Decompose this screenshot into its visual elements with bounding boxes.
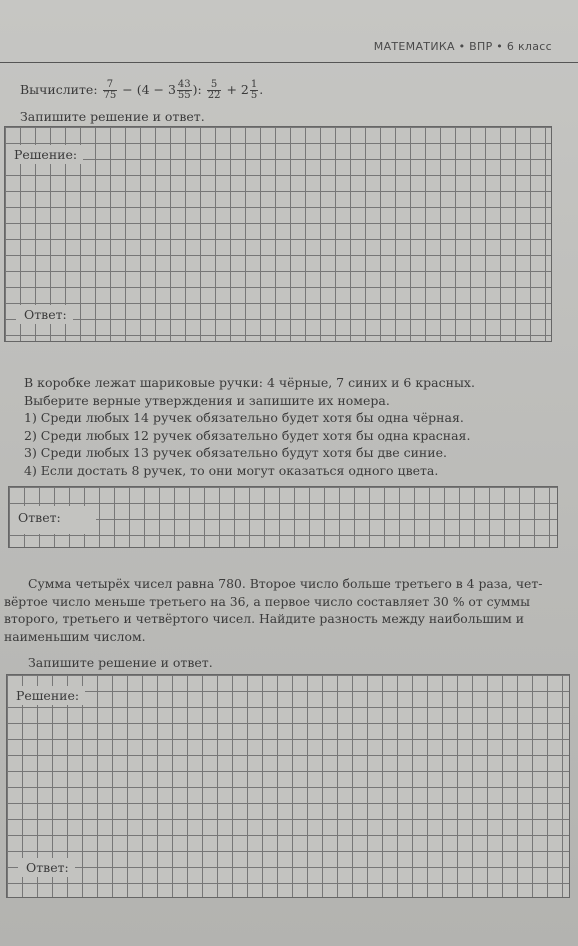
task1-instruction: Запишите решение и ответ. (20, 109, 205, 124)
task2-line: 4) Если достать 8 ручек, то они могут оказаться одного цвета. (24, 462, 439, 478)
fraction-numerator: 7 (103, 80, 118, 91)
fraction-denominator: 75 (103, 90, 117, 101)
task2-line: 1) Среди любых 14 ручек обязательно будет хотя бы одна чёрная. (24, 410, 464, 425)
task3-line: наименьшим числом. (4, 628, 146, 644)
fraction-numerator: 1 (250, 79, 258, 90)
paren-open: (4 − 3 (136, 82, 176, 97)
task2-line: Выберите верные утверждения и запишите их номера. (24, 392, 390, 408)
header-rule (0, 62, 578, 63)
task3-text (4, 575, 542, 645)
fraction-numerator: 43 (177, 79, 191, 90)
fraction-numerator: 5 (207, 80, 222, 91)
task3-solution-label: Решение: (8, 686, 85, 705)
plus-sign: + 2 (226, 82, 249, 97)
task2-text (24, 374, 475, 479)
task3-line: второго, третьего и четвёртого чисел. Найдите разность между наибольшим и (4, 611, 524, 626)
task2-line: 2) Среди любых 12 ручек обязательно будет хотя бы одна красная. (24, 427, 471, 443)
paren-close: ): (192, 82, 202, 97)
fraction-5-22 (207, 80, 222, 101)
fraction-denominator: 5 (250, 90, 258, 101)
fraction-1-5 (250, 80, 258, 101)
task2-answer-label: Ответ: (10, 506, 96, 534)
task1-solution-grid[interactable] (4, 126, 552, 342)
task3-answer-label: Ответ: (18, 858, 75, 877)
task3-line: вёртое число меньше третьего на 36, а первое число составляет 30 % от суммы (4, 593, 531, 609)
period: . (259, 82, 264, 97)
fraction-7-75 (103, 80, 118, 101)
task1-prefix: Вычислите: (20, 82, 98, 97)
task1-solution-label: Решение: (6, 145, 83, 164)
minus-sign: − (122, 82, 133, 97)
task3-solution-grid[interactable] (6, 674, 570, 898)
page-header: МАТЕМАТИКА • ВПР • 6 класс (373, 40, 552, 53)
fraction-denominator: 22 (207, 90, 221, 101)
fraction-denominator: 55 (177, 90, 191, 101)
fraction-43-55 (177, 80, 192, 101)
task3-instruction: Запишите решение и ответ. (28, 655, 213, 670)
task1-expression (20, 80, 263, 101)
task2-line: 3) Среди любых 13 ручек обязательно будут хотя бы две синие. (24, 445, 447, 460)
task3-line: Сумма четырёх чисел равна 780. Второе число больше третьего в 4 раза, чет- (28, 576, 543, 591)
task2-line: В коробке лежат шариковые ручки: 4 чёрные, 7 синих и 6 красных. (24, 375, 475, 390)
task1-answer-label: Ответ: (16, 305, 73, 324)
